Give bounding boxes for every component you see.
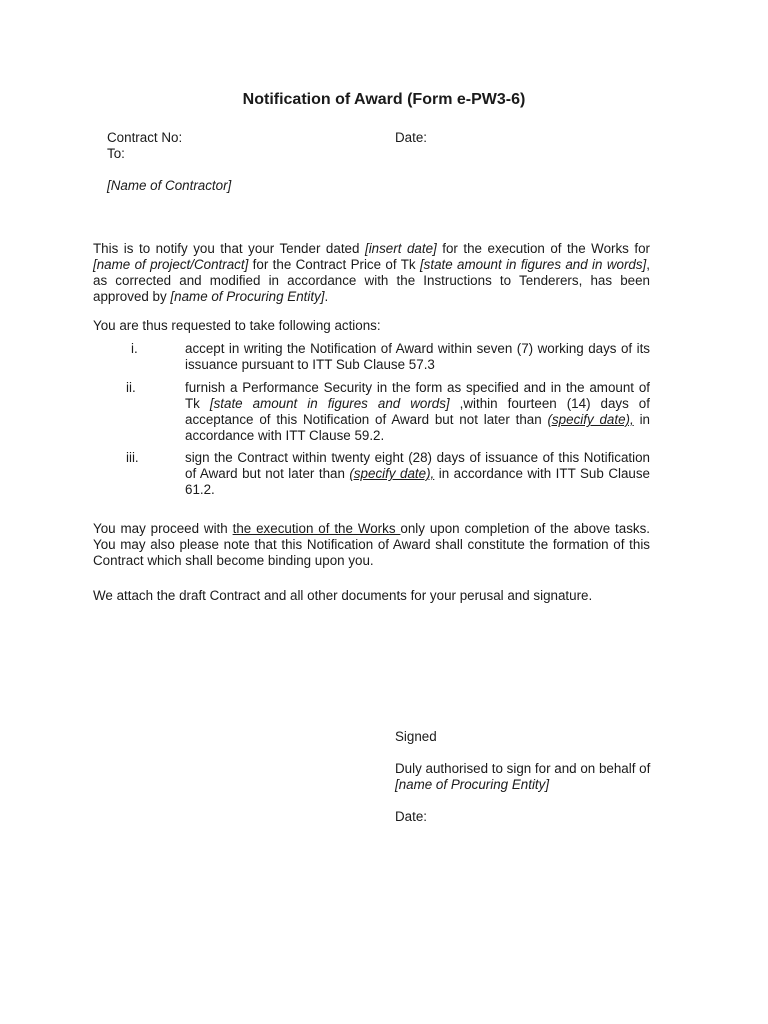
action-number: i. bbox=[131, 341, 138, 356]
action-number: iii. bbox=[126, 450, 139, 465]
signature-date-label: Date: bbox=[395, 809, 428, 824]
contract-no-label: Contract No: bbox=[107, 130, 183, 145]
actions-intro: You are thus requested to take following actions: bbox=[93, 318, 381, 333]
action-item-sign: sign the Contract within twenty eight (28) days of issuance of this Notification of Award but not later than (specify date), in accordance with ITT Sub Clause 61.2. bbox=[185, 450, 650, 497]
document-title: Notification of Award (Form e-PW3-6) bbox=[242, 91, 526, 108]
action-number: ii. bbox=[126, 380, 136, 395]
attach-paragraph: We attach the draft Contract and all other documents for your perusal and signature. bbox=[93, 588, 593, 603]
action-item-accept: accept in writing the Notification of Award within seven (7) working days of its issuance pursuant to ITT Sub Clause 57.3 bbox=[185, 341, 650, 372]
to-label: To: bbox=[107, 146, 125, 161]
date-label: Date: bbox=[395, 130, 428, 145]
authorised-label: Duly authorised to sign for and on behalf of bbox=[395, 761, 651, 776]
action-item-security: furnish a Performance Security in the form as specified and in the amount of Tk [state amount in figures and words] ,within fourteen (14) days of acceptance of this Notification of Award but not later than (specify date), in accordance with ITT Clause 59.2. bbox=[185, 380, 650, 443]
intro-paragraph: This is to notify you that your Tender dated [insert date] for the execution of the Works for [name of project/Contract] for the Contract Price of Tk [state amount in figures and in words], as corrected and modified in accordance with the Instructions to Tenderers, has been approved by [name of Procuring Entity]. bbox=[93, 241, 651, 304]
procuring-entity-placeholder: [name of Procuring Entity] bbox=[395, 777, 550, 792]
proceed-paragraph: You may proceed with the execution of the Works only upon completion of the above tasks. You may also please note that this Notification of Award shall constitute the formation of this Contract which shall become binding upon you. bbox=[93, 521, 651, 568]
contractor-placeholder: [Name of Contractor] bbox=[107, 178, 232, 193]
signed-label: Signed bbox=[395, 729, 437, 744]
